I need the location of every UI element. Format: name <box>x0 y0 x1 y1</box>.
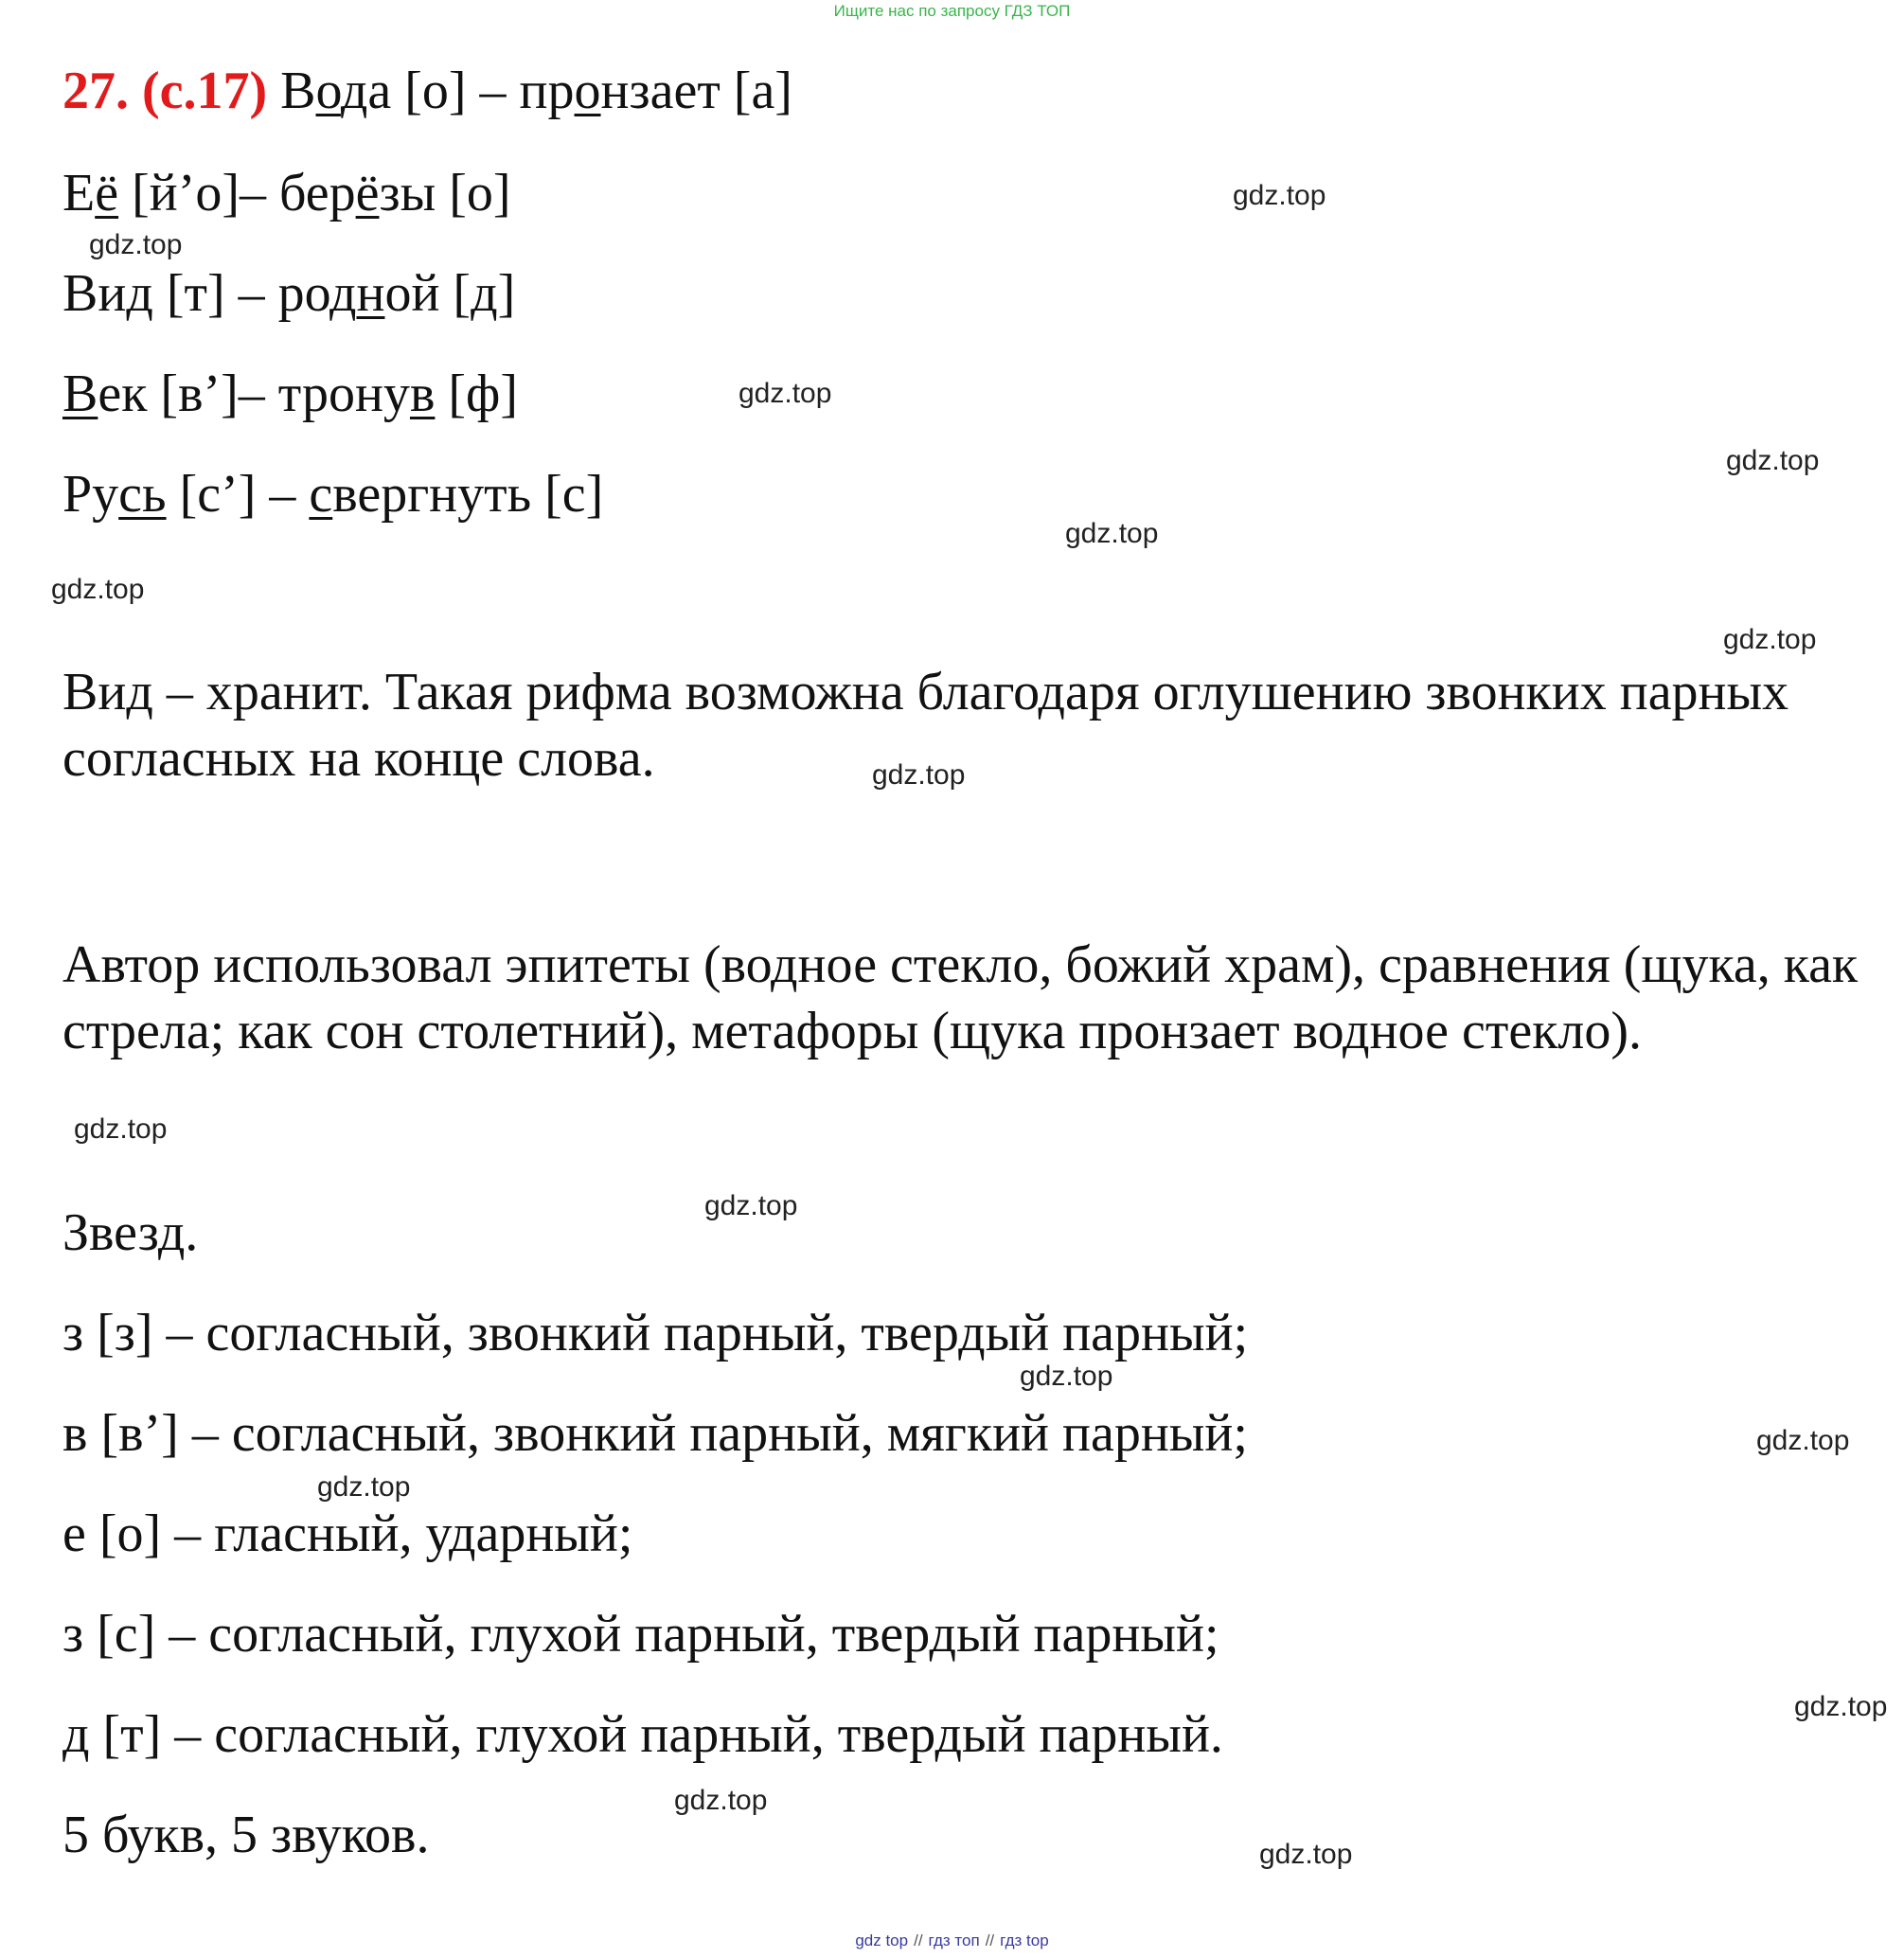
task-line-segment: да [о] – пр <box>340 62 575 120</box>
bottom-banner <box>0 1931 1904 1950</box>
analysed-word: Звезд. <box>62 1203 199 1262</box>
word-pair-segment: Е <box>62 164 96 222</box>
task-line-marked-letter: о <box>574 62 601 120</box>
word-pair-line <box>62 265 515 322</box>
word-pair-line <box>62 466 603 523</box>
watermark: gdz.top <box>74 1113 168 1145</box>
watermark: gdz.top <box>704 1190 798 1221</box>
rhyme-explanation: Вид – хранит. Такая рифма возможна благодаря оглушению звонких парных согласных на конце слова. <box>62 663 1789 788</box>
watermark: gdz.top <box>1756 1425 1850 1456</box>
author-devices-text: Автор использовал эпитеты (водное стекло, божий храм), сравнения (щука, как стрела; как сон столетний), метафоры (щука пронзает водное стекло). <box>62 935 1859 1060</box>
word-pair-segment: ек [в’]– трону <box>98 365 410 423</box>
watermark: gdz.top <box>1794 1691 1888 1722</box>
footer-separator: // <box>985 1931 995 1949</box>
watermark: gdz.top <box>1726 445 1820 476</box>
top-banner: Ищите нас по запросу ГДЗ ТОП <box>833 2 1071 20</box>
watermark: gdz.top <box>1233 180 1326 211</box>
analysis-line: д [т] – согласный, глухой парный, твердый парный. <box>62 1705 1223 1764</box>
watermark: gdz.top <box>1065 518 1159 549</box>
word-pair-segment: Ви <box>62 264 127 323</box>
watermark: gdz.top <box>1723 624 1817 655</box>
word-pair-marked-letter: ё <box>95 164 119 222</box>
task-line-segment: нзает [а] <box>600 62 792 120</box>
watermark: gdz.top <box>317 1471 411 1503</box>
watermark: gdz.top <box>1020 1361 1113 1392</box>
word-pair-segment: [т] – род <box>152 264 357 323</box>
task-first-line <box>62 62 792 119</box>
watermark: gdz.top <box>89 229 183 260</box>
word-pair-marked-letter: ё <box>355 164 380 222</box>
word-pair-marked-letter: сь <box>118 465 167 524</box>
task-number: 27. (с.17) <box>62 62 268 120</box>
word-pair-line <box>62 165 511 222</box>
task-line-marked-letter: о <box>315 62 341 120</box>
word-pair-segment: вергнуть [с] <box>332 465 604 524</box>
word-pair-line <box>62 365 518 422</box>
footer-link[interactable]: gdz top <box>855 1931 909 1949</box>
watermark: gdz.top <box>1259 1839 1353 1870</box>
word-pair-segment: ой [д] <box>384 264 516 323</box>
word-pair-segment: [с’] – <box>166 465 310 524</box>
analysis-line: в [в’] – согласный, звонкий парный, мягкий парный; <box>62 1404 1248 1463</box>
analysis-line: з [с] – согласный, глухой парный, твердый парный; <box>62 1605 1219 1664</box>
word-pair-segment: [ф] <box>435 365 518 423</box>
task-first-line-text <box>267 62 792 120</box>
task-line-segment: В <box>267 62 316 120</box>
analysis-line: з [з] – согласный, звонкий парный, твердый парный; <box>62 1304 1249 1362</box>
watermark: gdz.top <box>674 1785 768 1816</box>
letters-sounds-summary: 5 букв, 5 звуков. <box>62 1806 430 1864</box>
watermark: gdz.top <box>738 378 832 409</box>
word-pair-marked-letter: в <box>409 365 436 423</box>
word-pair-marked-letter: В <box>62 365 98 423</box>
watermark: gdz.top <box>872 759 966 791</box>
word-pair-segment: зы [о] <box>379 164 511 222</box>
word-pair-marked-letter: с <box>309 465 333 524</box>
footer-link[interactable]: гдз top <box>1000 1931 1049 1949</box>
word-pair-segment: Ру <box>62 465 119 524</box>
word-pair-segment: [й’о]– бер <box>118 164 356 222</box>
footer-separator: // <box>914 1931 923 1949</box>
footer-link[interactable]: гдз топ <box>928 1931 980 1949</box>
watermark: gdz.top <box>51 574 145 605</box>
word-pair-marked-letter: д <box>126 264 153 323</box>
word-pair-marked-letter: н <box>356 264 385 323</box>
analysis-line: е [о] – гласный, ударный; <box>62 1504 633 1563</box>
